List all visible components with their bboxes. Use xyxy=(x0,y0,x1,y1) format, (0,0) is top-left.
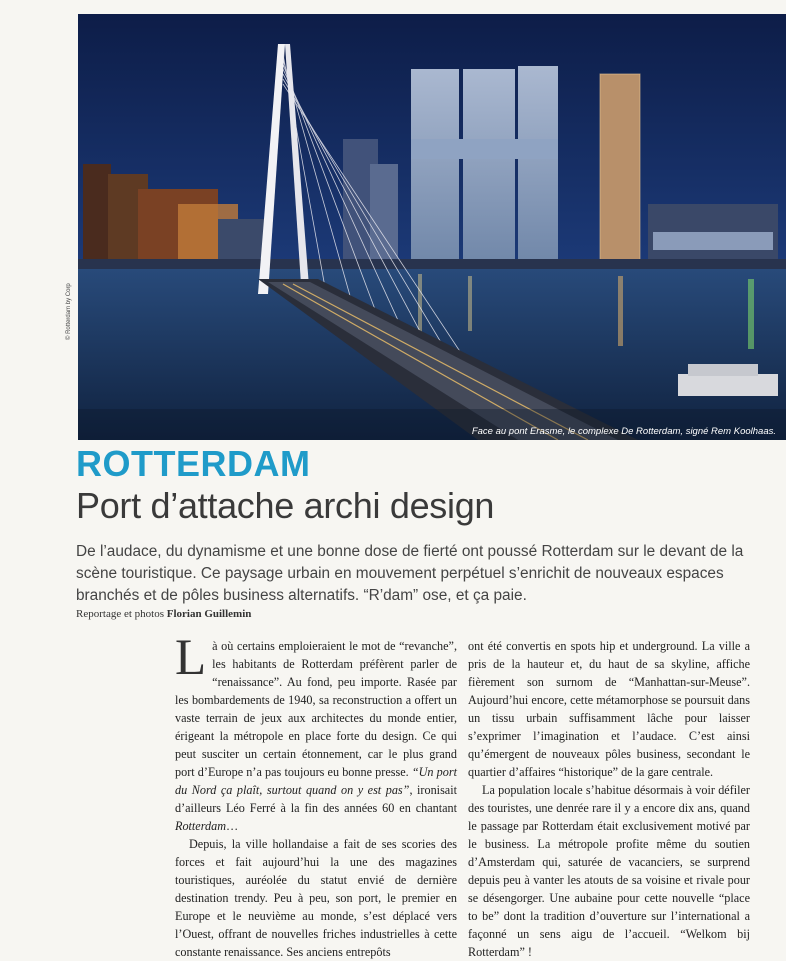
paragraph: ont été convertis en spots hip et underground. La ville a pris de la hauteur et, du haut de sa skyline, affiche fièrement son surnom de “Manhattan-sur-Meuse”. Aujourd’hui encore, cette métamorphose se poursuit dans un tissu urbain suffisamment lâche pour laisser s’exprimer l’imagination et l’audace. C’est ainsi qu’émergent de nouveaux pôles business, secondant le quartier d’affaires “historique” de la gare centrale. xyxy=(468,639,750,779)
hero-photo xyxy=(78,14,786,440)
byline xyxy=(76,608,251,620)
photo-caption: Face au pont Erasme, le complexe De Rotterdam, signé Rem Koolhaas. xyxy=(471,426,776,437)
paragraph: Depuis, la ville hollandaise a fait de ses scories des forces et fait aujourd’hui la une des magazines touristiques, auréolée du statut envié de dernière destination trendy. Peu à peu, son port, le premier en Europe et le neuvième au monde, s’est déplacé vers l’Ouest, offrant de nouvelles friches industrielles à cette constante renaissance. Ses anciens entrepôts xyxy=(175,837,457,959)
paragraph: La population locale s’habitue désormais à voir défiler des touristes, une denrée rare il y a encore dix ans, quand le passage par Rotterdam était exclusivement motivé par le business. La métropole profite même du soutien d’Amsterdam qui, saturée de vacanciers, se surprend depuis peu à vanter les atouts de sa voisine et rivale pour se désengorger. Une aubaine pour cette nouvelle “place to be” dont la tradition d’ouverture sur l’international a façonné un sens aigu de l’accueil. “Welkom bij Rotterdam” ! xyxy=(468,783,750,959)
photo-credit: © Rotterdam by Corp xyxy=(66,283,72,340)
text-run: à où certains emploieraient le mot de “revanche”, les habitants de Rotterdam préfèrent parler de “renaissance”. Au fond, peu importe. Rasée par les bombardements de 1940, sa reconstruction a offert un vaste terrain de jeux aux architectes du monde entier, érigeant la métropole en place forte du design. Ce qui peut susciter un certain étonnement, car le plus grand port d’Europe n’a pas toujours eu bonne presse. xyxy=(175,639,457,779)
article-lead: De l’audace, du dynamisme et une bonne dose de fierté ont poussé Rotterdam sur le devant de la scène touristique. Ce paysage urbain en mouvement perpétuel s’enrichit de nouveaux espaces branchés et de pôles business alternatifs. “R’dam” ose, et ça paie. xyxy=(76,543,744,604)
byline-author: Florian Guillemin xyxy=(166,608,252,620)
byline-prefix: Reportage et photos xyxy=(76,608,167,620)
text-run: , ironisait d’ailleurs Léo Ferré à la fin des années 60 en chantant xyxy=(175,783,457,815)
drop-cap: L xyxy=(175,630,207,686)
article-column-2 xyxy=(468,637,750,961)
article-kicker: ROTTERDAM xyxy=(76,443,311,484)
article-column-1 xyxy=(175,630,457,961)
ferre-quote: “Un port du Nord ça plaît, surtout quand on y est pas” xyxy=(175,765,457,797)
article-title: Port d’attache archi design xyxy=(76,485,495,526)
song-title: Rotterdam xyxy=(175,819,226,833)
text-run: … xyxy=(226,819,239,833)
rotterdam-skyline-illustration xyxy=(78,14,786,440)
paragraph xyxy=(175,630,457,835)
